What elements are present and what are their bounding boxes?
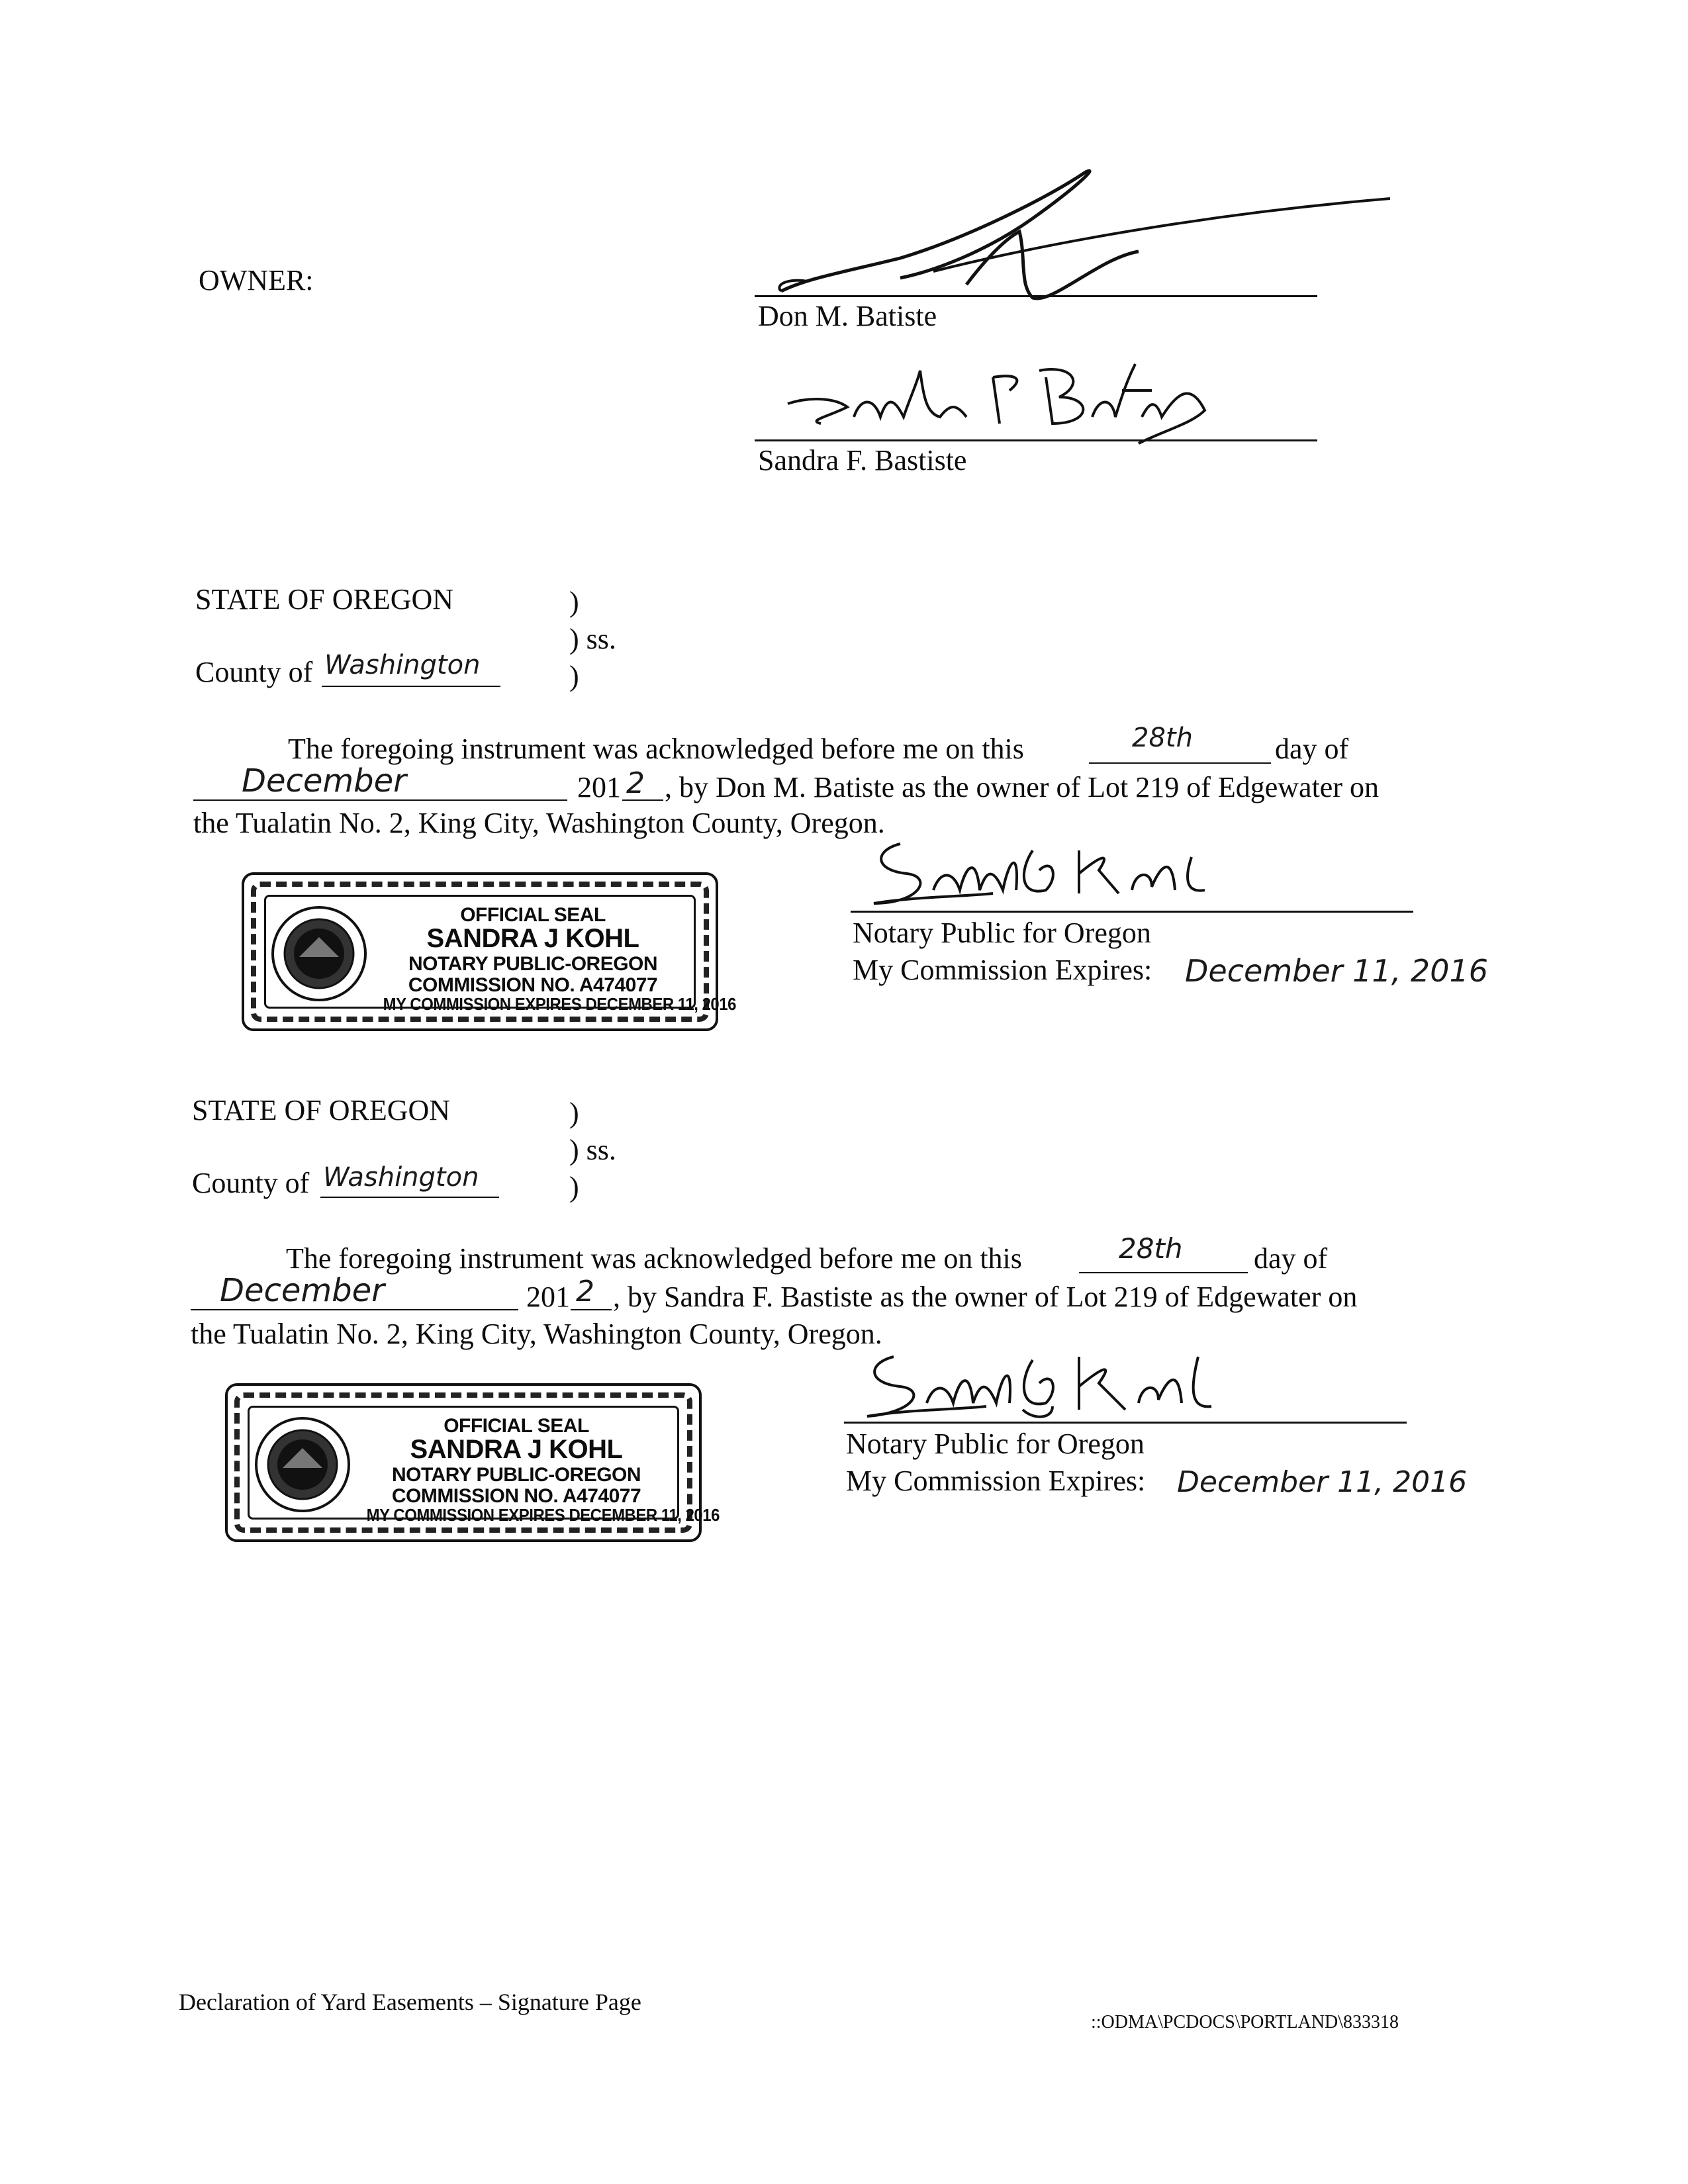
notary-signature-1 (861, 831, 1231, 917)
year-line-2 (571, 1309, 612, 1310)
venue-paren-bot-2: ) (569, 1171, 579, 1203)
footer-title: Declaration of Yard Easements – Signature Page (179, 1989, 641, 2015)
seal-commission-1: COMMISSION NO. A474077 (408, 974, 658, 996)
seal-expires-1: MY COMMISSION EXPIRES DECEMBER 11, 2016 (383, 994, 736, 1014)
venue-paren-bot-1: ) (569, 660, 579, 692)
day-handwritten-2: 28th (1119, 1232, 1183, 1265)
year-prefix-1: 201 (577, 771, 621, 803)
seal-title-2: OFFICIAL SEAL (444, 1415, 589, 1437)
seal-name-2: SANDRA J KOHL (410, 1435, 623, 1464)
year-line-1 (622, 799, 663, 801)
state-heading-1: STATE OF OREGON (195, 583, 454, 615)
oregon-state-seal-icon (253, 1415, 352, 1514)
county-label-2: County of (192, 1167, 310, 1199)
ack-text-2b: day of (1254, 1242, 1328, 1275)
seal-office-1: NOTARY PUBLIC-OREGON (408, 953, 658, 975)
ack-text-1d: the Tualatin No. 2, King City, Washington County, Oregon. (193, 807, 885, 839)
venue-ss-2: ) ss. (569, 1134, 616, 1166)
month-line-2 (191, 1309, 518, 1310)
commission-label-2: My Commission Expires: (846, 1465, 1146, 1497)
commission-date-1: December 11, 2016 (1185, 953, 1489, 989)
county-handwritten-2: Washington (323, 1162, 479, 1193)
notary-signature-2 (854, 1347, 1238, 1426)
county-handwritten-1: Washington (324, 650, 481, 680)
ack-text-1b: day of (1275, 733, 1349, 765)
ack-text-1c: , by Don M. Batiste as the owner of Lot 219 of Edgewater on (665, 771, 1379, 803)
year-handwritten-1: 2 (626, 766, 645, 800)
seal-title-1: OFFICIAL SEAL (460, 904, 606, 926)
day-line-1 (1089, 762, 1271, 764)
notary-title-1: Notary Public for Oregon (853, 917, 1151, 949)
don-printed-name: Don M. Batiste (758, 300, 937, 332)
notary-seal-2 (225, 1383, 720, 1542)
sandra-printed-name: Sandra F. Bastiste (758, 444, 967, 477)
don-signature-line (755, 295, 1317, 297)
footer-doc-path: ::ODMA\PCDOCS\PORTLAND\833318 (1091, 2012, 1399, 2032)
seal-commission-2: COMMISSION NO. A474077 (391, 1485, 641, 1507)
notary-title-2: Notary Public for Oregon (846, 1428, 1145, 1460)
oregon-state-seal-icon (269, 904, 369, 1003)
state-heading-2: STATE OF OREGON (192, 1094, 451, 1126)
venue-paren-top-1: ) (569, 586, 579, 618)
month-line-1 (193, 799, 567, 801)
month-handwritten-1: December (242, 762, 406, 799)
ack-text-1a: The foregoing instrument was acknowledged before me on this (288, 733, 1024, 765)
ack-text-2c: , by Sandra F. Bastiste as the owner of Lot 219 of Edgewater on (613, 1281, 1358, 1313)
commission-label-1: My Commission Expires: (853, 954, 1152, 986)
year-handwritten-2: 2 (576, 1275, 594, 1308)
sandra-bastiste-signature (781, 357, 1244, 457)
owner-label: OWNER: (199, 264, 314, 296)
county-line-1 (322, 686, 500, 687)
seal-expires-2: MY COMMISSION EXPIRES DECEMBER 11, 2016 (366, 1505, 720, 1525)
notary-signature-line-1 (851, 911, 1413, 913)
venue-paren-top-2: ) (569, 1097, 579, 1129)
day-handwritten-1: 28th (1132, 723, 1193, 753)
seal-office-2: NOTARY PUBLIC-OREGON (391, 1464, 641, 1486)
notary-signature-line-2 (844, 1422, 1407, 1424)
month-handwritten-2: December (220, 1272, 385, 1309)
day-line-2 (1079, 1272, 1248, 1273)
venue-ss-1: ) ss. (569, 623, 616, 655)
commission-date-2: December 11, 2016 (1177, 1465, 1468, 1499)
ack-text-2d: the Tualatin No. 2, King City, Washington County, Oregon. (191, 1318, 882, 1350)
year-prefix-2: 201 (526, 1281, 570, 1313)
notary-seal-1 (242, 872, 736, 1031)
sandra-signature-line (755, 439, 1317, 441)
county-label-1: County of (195, 656, 313, 688)
seal-name-1: SANDRA J KOHL (426, 924, 639, 953)
ack-text-2a: The foregoing instrument was acknowledged before me on this (286, 1242, 1022, 1275)
county-line-2 (320, 1197, 499, 1198)
